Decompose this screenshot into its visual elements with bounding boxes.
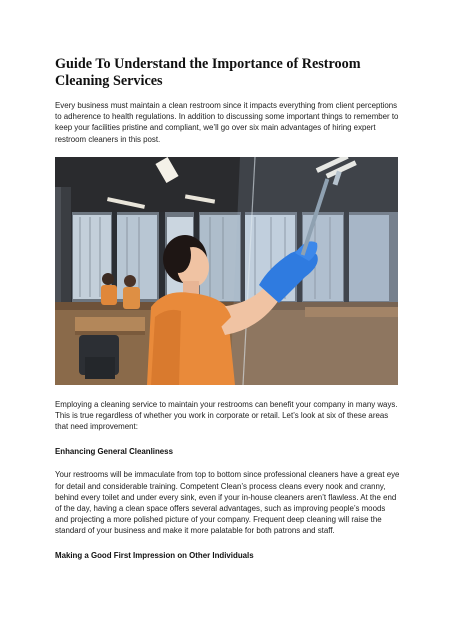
cleaning-photo: [55, 157, 398, 385]
section-paragraph-cleanliness: Your restrooms will be immaculate from top to bottom since professional cleaners have a great eye for detail and considerable training. Competent Clean’s process cleans every nook and cranny, behind every toilet and under every sink, even if your in-house cleaners aren’t flawless. At the end of the day, having a clean space offers several advantages, such as improving people’s moods and projecting a more polished picture of your company. Frequent deep cleaning will raise the standard of your business and make it more palatable for both patrons and staff.: [55, 470, 400, 536]
section-heading-first-impression: Making a Good First Impression on Other Individuals: [55, 550, 254, 560]
document-page: [55, 56, 400, 573]
intro-paragraph: Every business must maintain a clean restroom since it impacts everything from client perceptions to adherence to health regulations. In addition to discussing some important things to remember to keep your facilities pristine and compliant, we’ll go over six main advantages of hiring expert restroom cleaners in this post.: [55, 101, 399, 144]
hero-image: [55, 157, 398, 385]
article-title: Guide To Understand the Importance of Restroom Cleaning Services: [55, 56, 361, 89]
after-image-paragraph: Employing a cleaning service to maintain your restrooms can benefit your company in many ways. This is true regardless of whether you work in corporate or retail. Let’s look at six of these areas that need improvement:: [55, 399, 398, 432]
section-heading-cleanliness: Enhancing General Cleanliness: [55, 447, 173, 457]
